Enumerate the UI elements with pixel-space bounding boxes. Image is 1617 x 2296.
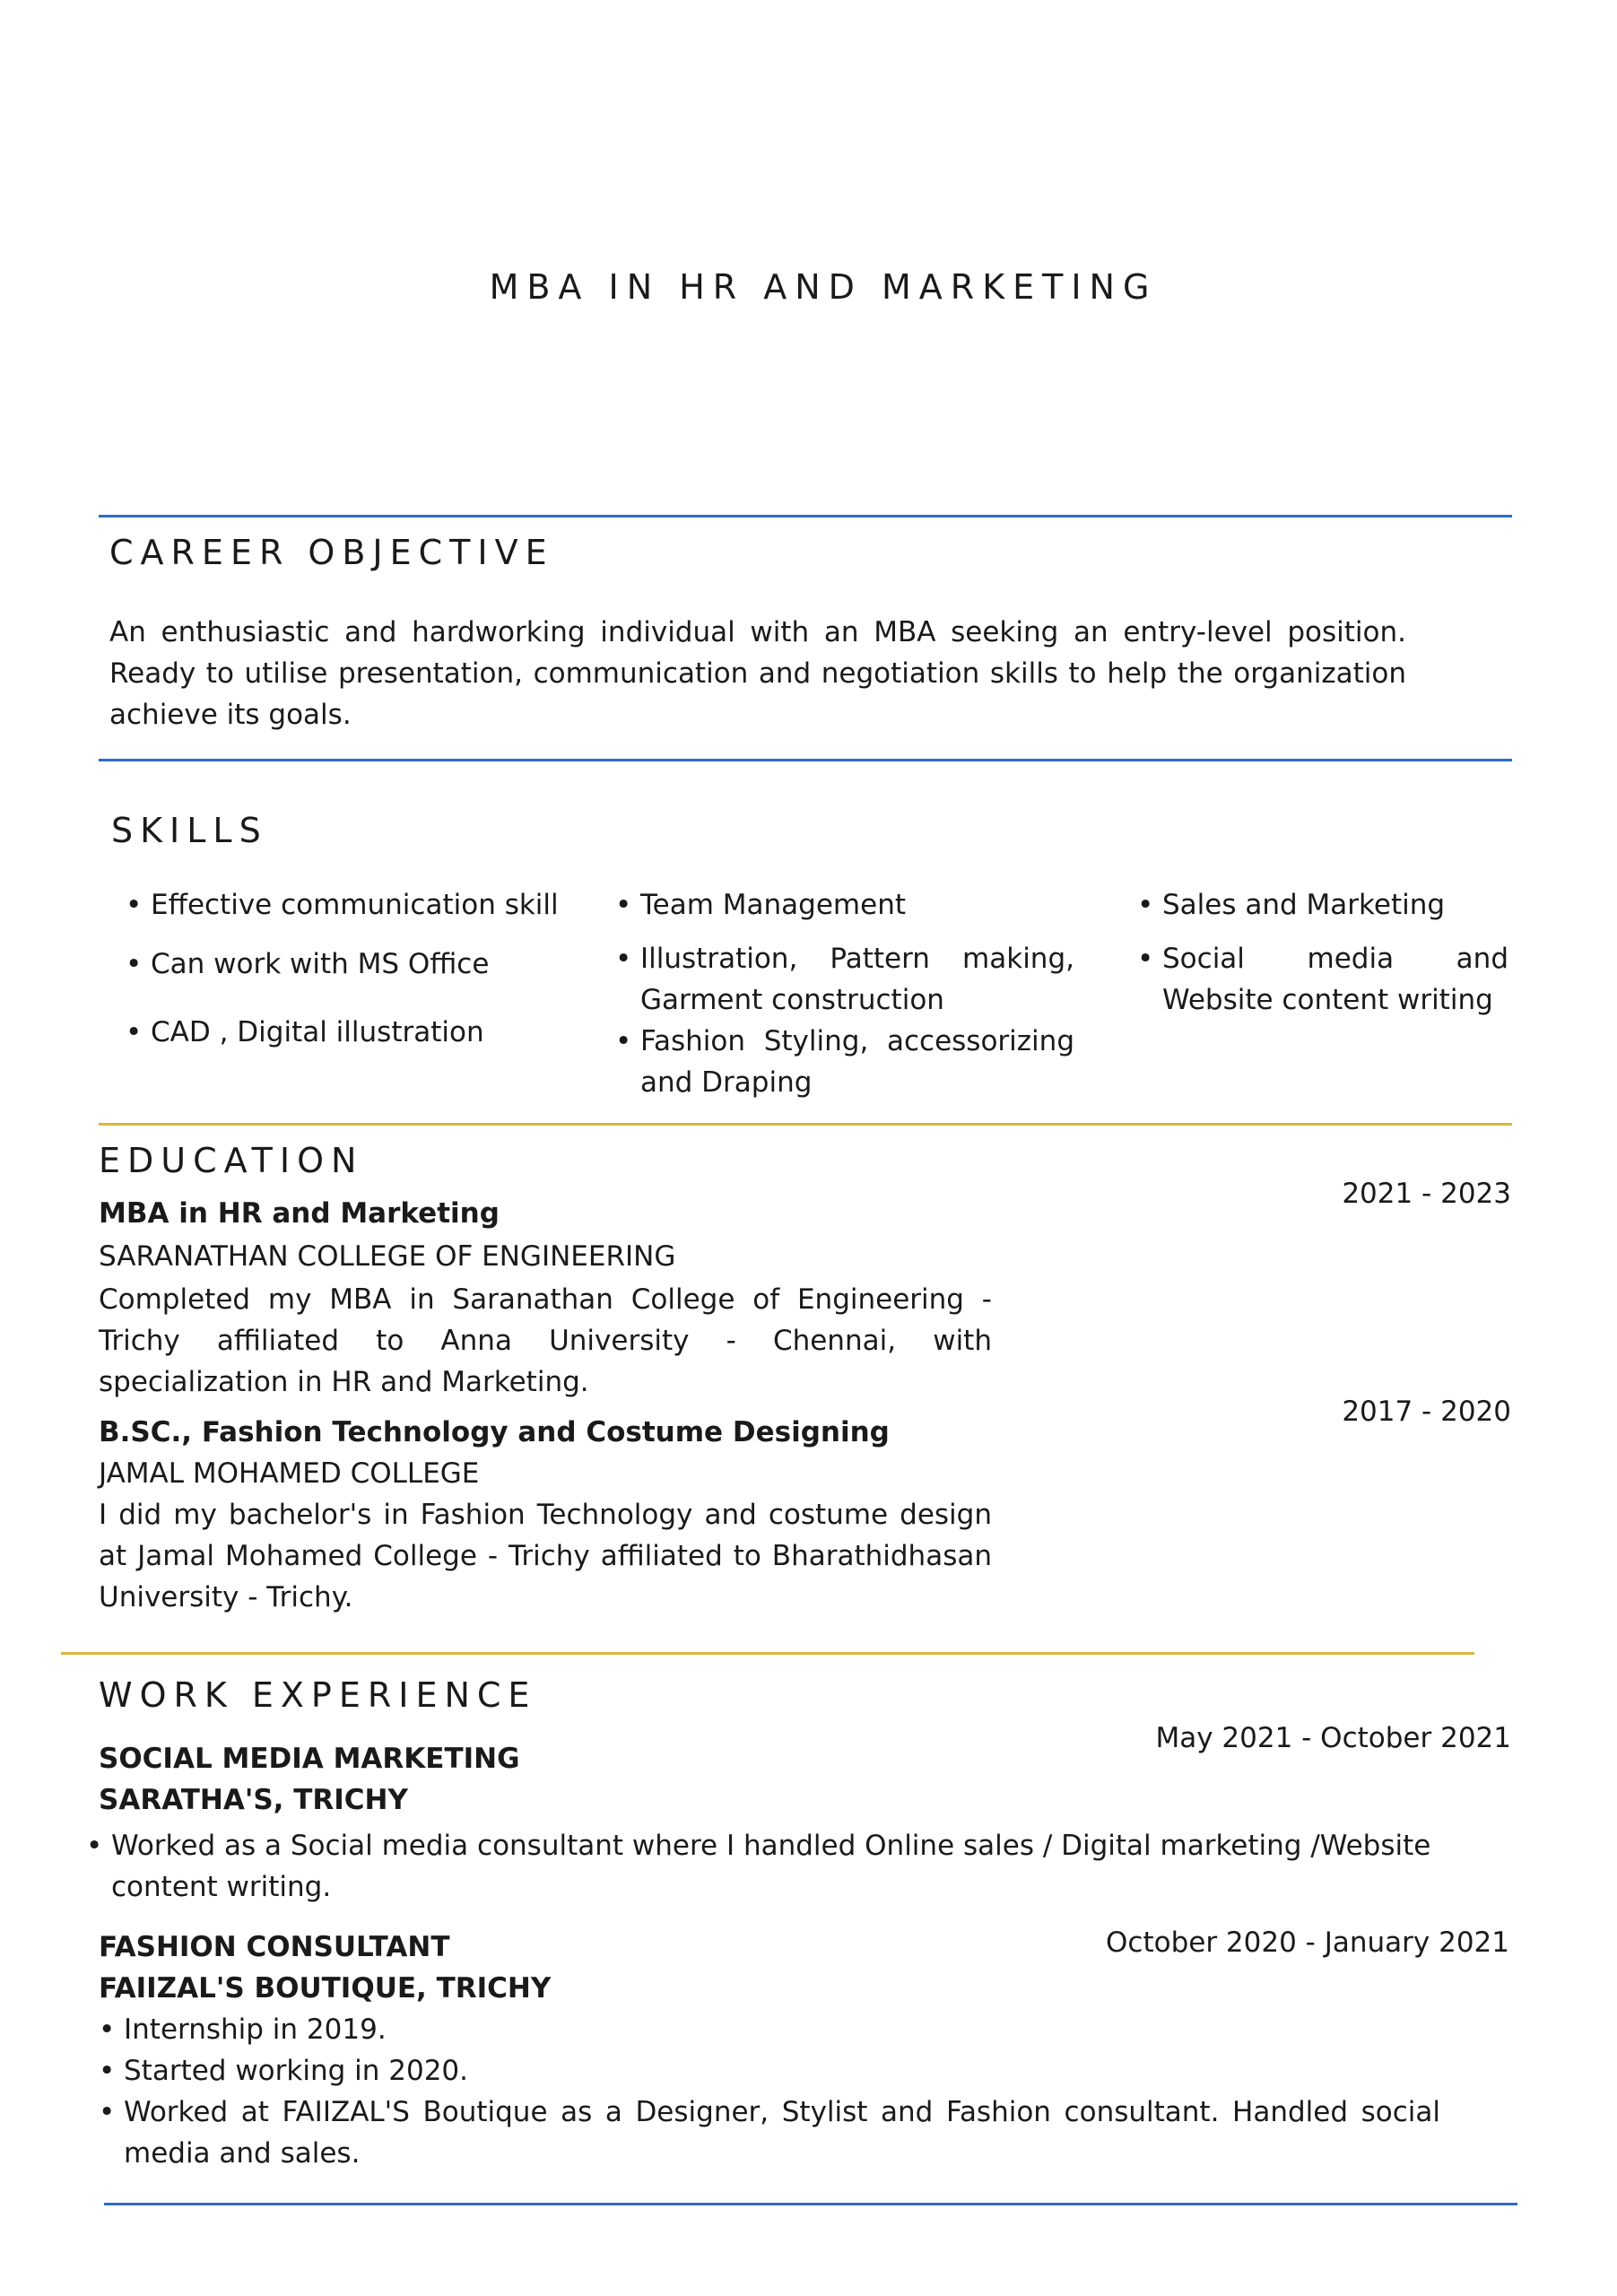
skill-item: • Can work with MS Office [126,944,574,985]
job-company: FAIIZAL'S BOUTIQUE, TRICHY [99,1972,552,2005]
institution-name: JAMAL MOHAMED COLLEGE [99,1457,480,1490]
divider [61,1652,1474,1655]
job-bullet: • Started working in 2020. [99,2050,1440,2092]
education-heading: EDUCATION [99,1141,364,1180]
education-years: 2021 - 2023 [1342,1178,1511,1210]
job-role: SOCIAL MEDIA MARKETING [99,1743,520,1775]
job-bullet: • Worked at FAIIZAL'S Boutique as a Designer, Stylist and Fashion consultant. Handled social media and sales. [99,2092,1440,2174]
education-entry [99,1412,992,1618]
skills-heading: SKILLS [111,811,268,850]
job-bullets [86,1825,1449,1908]
education-description: Completed my MBA in Saranathan College of Engineering - Trichy affiliated to Anna University - Chennai, with specialization in HR and Marketing. [99,1283,992,1398]
degree-title: MBA in HR and Marketing [99,1197,500,1230]
skill-item: • Social media and Website content writing [1137,938,1508,1021]
skill-item: • Team Management [615,884,1074,926]
job-company: SARATHA'S, TRICHY [99,1784,408,1816]
skills-column-1 [126,884,574,1053]
divider [99,515,1512,517]
divider [104,2203,1517,2205]
job-dates: October 2020 - January 2021 [1106,1926,1509,1959]
job-bullets [99,2009,1440,2174]
job-bullet: • Worked as a Social media consultant where I handled Online sales / Digital marketing /Website content writing. [86,1825,1449,1908]
divider [99,759,1512,761]
skill-item: • Illustration, Pattern making, Garment construction [615,938,1074,1021]
institution-name: SARANATHAN COLLEGE OF ENGINEERING [99,1240,676,1273]
job-header [99,1738,906,1821]
skill-item: • Fashion Styling, accessorizing and Draping [615,1021,1074,1103]
resume-subtitle: MBA IN HR AND MARKETING [489,267,1158,307]
skill-item: • Sales and Marketing [1137,884,1508,926]
divider [99,1123,1512,1126]
job-header [99,1926,906,2009]
job-dates: May 2021 - October 2021 [1155,1722,1511,1754]
work-experience-heading: WORK EXPERIENCE [99,1675,537,1715]
skill-item: • CAD , Digital illustration [126,1012,574,1053]
job-bullet: • Internship in 2019. [99,2009,1440,2050]
education-years: 2017 - 2020 [1342,1396,1511,1428]
education-description: I did my bachelor's in Fashion Technology and costume design at Jamal Mohamed College - Trichy affiliated to Bharathidhasan University - Trichy. [99,1499,992,1613]
career-objective-text: An enthusiastic and hardworking individual with an MBA seeking an entry-level position. Ready to utilise presentation, communication and negotiation skills to help the organization achieve its goals. [109,616,1406,731]
career-objective-heading: CAREER OBJECTIVE [109,533,554,572]
skill-item: • Effective communication skill [126,884,574,926]
skills-column-2 [615,884,1074,1103]
skills-column-3 [1137,884,1508,1021]
degree-title: B.SC., Fashion Technology and Costume Designing [99,1416,890,1448]
education-entry [99,1193,992,1403]
job-role: FASHION CONSULTANT [99,1931,450,1963]
